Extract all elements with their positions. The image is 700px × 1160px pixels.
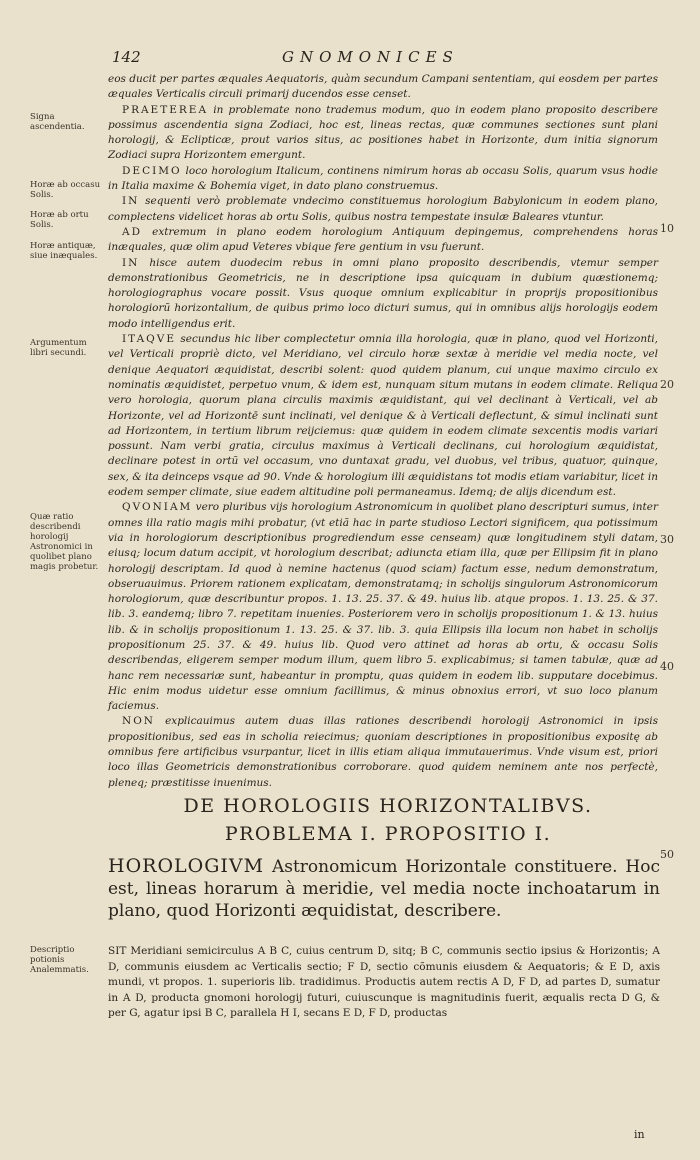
body-text xyxy=(108,72,658,791)
margin-note: Signa ascendentia. xyxy=(30,112,85,132)
running-title: GNOMONICES xyxy=(282,48,459,66)
margin-note: Descriptio potionis Analemmatis. xyxy=(30,945,89,975)
line-number: 10 xyxy=(660,222,674,235)
line-number: 40 xyxy=(660,660,674,673)
proposition-body xyxy=(108,944,660,1022)
paragraph xyxy=(108,256,658,332)
paragraph xyxy=(108,164,658,195)
proposition-statement xyxy=(108,855,660,922)
page-header xyxy=(112,48,672,70)
paragraph-text: in problemate nono trademus modum, quo in eodem plano proposito describere possimus ascendentia signa Zodiaci, hoc est, lineas rectas, quæ communes sectiones sunt plani horologij, & Eclipticæ, prout varios situs, ac positiones habet in Horizonte, dum initia signorum Zodiaci supra Horizontem emergunt. xyxy=(108,103,658,162)
paragraph-lead: IN xyxy=(122,256,140,269)
margin-note: Horæ ab occasu Solis. xyxy=(30,180,101,200)
line-number: 50 xyxy=(660,848,674,861)
paragraph-lead: DECIMO xyxy=(122,164,182,177)
proposition-body-text: Meridiani semicirculus A B C, cuius centrum D, sitq; B C, communis sectio ipsius & Horizontis; A D, communis eiusdem ac Verticalis sectio; F D, sectio cõmunis eiusdem & Aequatoris; & E D, axis mundi, vt propos. 1. superioris lib. tradidimus. Productis autem rectis A D, F D, ad partes D, sumatur in A D, producta gnomoni horologij futuri, cuiuscunque is magnitudinis fuerit, æqualis recta D G, & per G, agatur ipsi B C, parallela H I, secans E D, F D, productas xyxy=(108,945,660,1019)
margin-note: Horæ antiquæ, siue inæquales. xyxy=(30,241,98,261)
paragraph xyxy=(108,225,658,256)
paragraph-lead: AD xyxy=(122,225,143,238)
paragraph-lead: PRAETEREA xyxy=(122,103,209,116)
paragraph-text: sequenti verò problemate vndecimo constituemus horologium Babylonicum in eodem plano, complectens videlicet horas ab ortu Solis, quibus nostra tempestate insulæ Baleares vtuntur. xyxy=(108,195,658,223)
margin-note: Horæ ab ortu Solis. xyxy=(30,210,89,230)
page-number: 142 xyxy=(112,48,141,66)
proposition-body-lead: SIT xyxy=(108,945,127,957)
paragraph-text: extremum in plano eodem horologium Antiquum depingemus, comprehendens horas inæquales, quæ olim apud Veteres vbique fere gentium in vsu fuerunt. xyxy=(108,225,658,254)
line-number: 30 xyxy=(660,533,674,546)
paragraph-text: vero pluribus vijs horologium Astronomicum in quolibet plano descripturi sumus, inter omnes illa ratio magis mihi probatur, (vt etiã hac in parte studioso Lectori significem, qua potissimum via in horologiorum descriptionibus progrediendum esse censeam) quæ longitudinem styli datam, eiusq; locum datum accipit, vt horologium describat; adiuncta etiam illa, quæ per Ellipsim fit in plano horologij descriptam. Id quod à nemine hactenus (quod sciam) factum esse, nedum demonstratum, obseruauimus. Priorem rationem explicatam, demonstratamq; in scholijs singulorum Astronomicorum horologiorum, quæ describuntur propos. 1. 13. 25. 37. & 49. huius lib. atque propos. 1. 13. 25. & 37. lib. 3. eandemq; libro 7. repetitam inuenies. Posteriorem vero in scholijs propositionum 1. & 13. huius lib. & in scholijs propositionum 1. 13. 25. & 37. lib. 3. quia Ellipsis illa locum non habet in scholijs propositionum 25. 37. & 49. huius lib. Quod vero attinet ad horas ab ortu, & occasu Solis describendas, eligerem semper modum illum, quem libro 5. explicabimus; si tamen tabulæ, quæ ad hanc rem necessariæ sunt, habeantur in promptu, quas quidem in eodem lib. supputare docebimus. Hic enim modus uidetur esse omnium facillimus, & minus obnoxius errori, vt suo loco planum faciemus. xyxy=(108,501,659,713)
paragraph-text: hisce autem duodecim rebus in omni plano proposito describendis, vtemur semper demonstrationibus Geometricis, ne in descriptione ipsa quicquam in dubium quæstionemq; horologiographus vocare possit. Vsus quoque omnium explicabitur in proprijs propositionibus horologiorũ horizontalium, de quibus primo loco dicturi sumus, qui in omnibus alijs horologijs eodem modo intelligendus erit. xyxy=(108,256,658,330)
paragraph-lead: NON xyxy=(122,715,155,728)
paragraph-text: secundus hic liber complectetur omnia illa horologia, quæ in plano, quod vel Horizonti, vel Verticali propriè dicto, vel Meridiano, vel circulo horæ sextæ à meridie vel media nocte, vel denique Aequatori æquidistat, describi solent: quod quidem planum, cui unque maximo circulo ex nominatis æquidistet, perpetuo vnum, & idem est, nunquam situm mutans in eodem climate. Reliqua vero horologia, quorum plana circulis maximis æquidistant, qui vel declinant à Verticali, vel ab Horizonte, vel ad Horizontē sunt inclinati, vel denique & à Verticali deflectunt, & simul inclinati sunt ad Horizontem, in tertium librum reijciemus: quæ quidem in eodem climate sexcentis modis variari possunt. Nam verbi gratia, circulus maximus à Verticali declinans, cui horologium æquidistat, declinare potest in ortũ vel occasum, vno duntaxat gradu, vel duobus, vel tribus, quatuor, quinque, sex, & ita deinceps vsque ad 90. Vnde & horologium illi æquidistans tot modis etiam variabitur, licet in eodem semper climate, siue eadem altitudine poli permaneamus. Idemq; de alijs dicendum est. xyxy=(108,333,658,499)
paragraph xyxy=(108,500,658,714)
section-title: DE HOROLOGIIS HORIZONTALIBVS. xyxy=(183,795,593,817)
paragraph xyxy=(108,103,658,164)
catchword: in xyxy=(634,1128,645,1141)
paragraph xyxy=(108,714,658,790)
proposition-text: Astronomicum Horizontale constituere. Hoc est, lineas horarum à meridie, vel media nocte inchoatarum in plano, quod Horizonti æquidistat, describere. xyxy=(108,857,660,921)
paragraph-lead: QVONIAM xyxy=(122,501,193,514)
margin-note: Argumentum libri secundi. xyxy=(30,338,87,358)
paragraph: eos ducit per partes æquales Aequatoris, quàm secundum Campani sententiam, qui eosdem per partes æquales Verticalis circuli primarij ducendos esse censet. xyxy=(108,73,658,101)
paragraph xyxy=(108,332,658,500)
proposition-lead: HOROLOGIVM xyxy=(108,855,265,877)
paragraph-lead: ITAQVE xyxy=(122,333,177,346)
paragraph-text: loco horologium Italicum, continens nimirum horas ab occasu Solis, quarum vsus hodie in Italia maxime & Bohemia viget, in dato plano construemus. xyxy=(108,164,658,193)
paragraph-text: explicauimus autem duas illas rationes describendi horologij Astronomici in ipsis propositionibus, sed eas in scholia reiecimus; quoniam descriptiones in propositionibus expositę ab omnibus fere artificibus vsurpantur, licet in illis etiam aliqua immutauerimus. Vnde visum est, priori loco illas Geometricis demonstrationibus corroborare. quod quidem neminem ante nos perfectè, pleneq; præstitisse inuenimus. xyxy=(108,715,658,789)
paragraph xyxy=(108,194,658,225)
line-number: 20 xyxy=(660,378,674,391)
problem-heading: PROBLEMA I. PROPOSITIO I. xyxy=(224,823,552,845)
paragraph-lead: IN xyxy=(122,195,140,208)
margin-note: Quæ ratio describendi horologij Astronomici in quolibet plano magis probetur. xyxy=(30,512,99,572)
